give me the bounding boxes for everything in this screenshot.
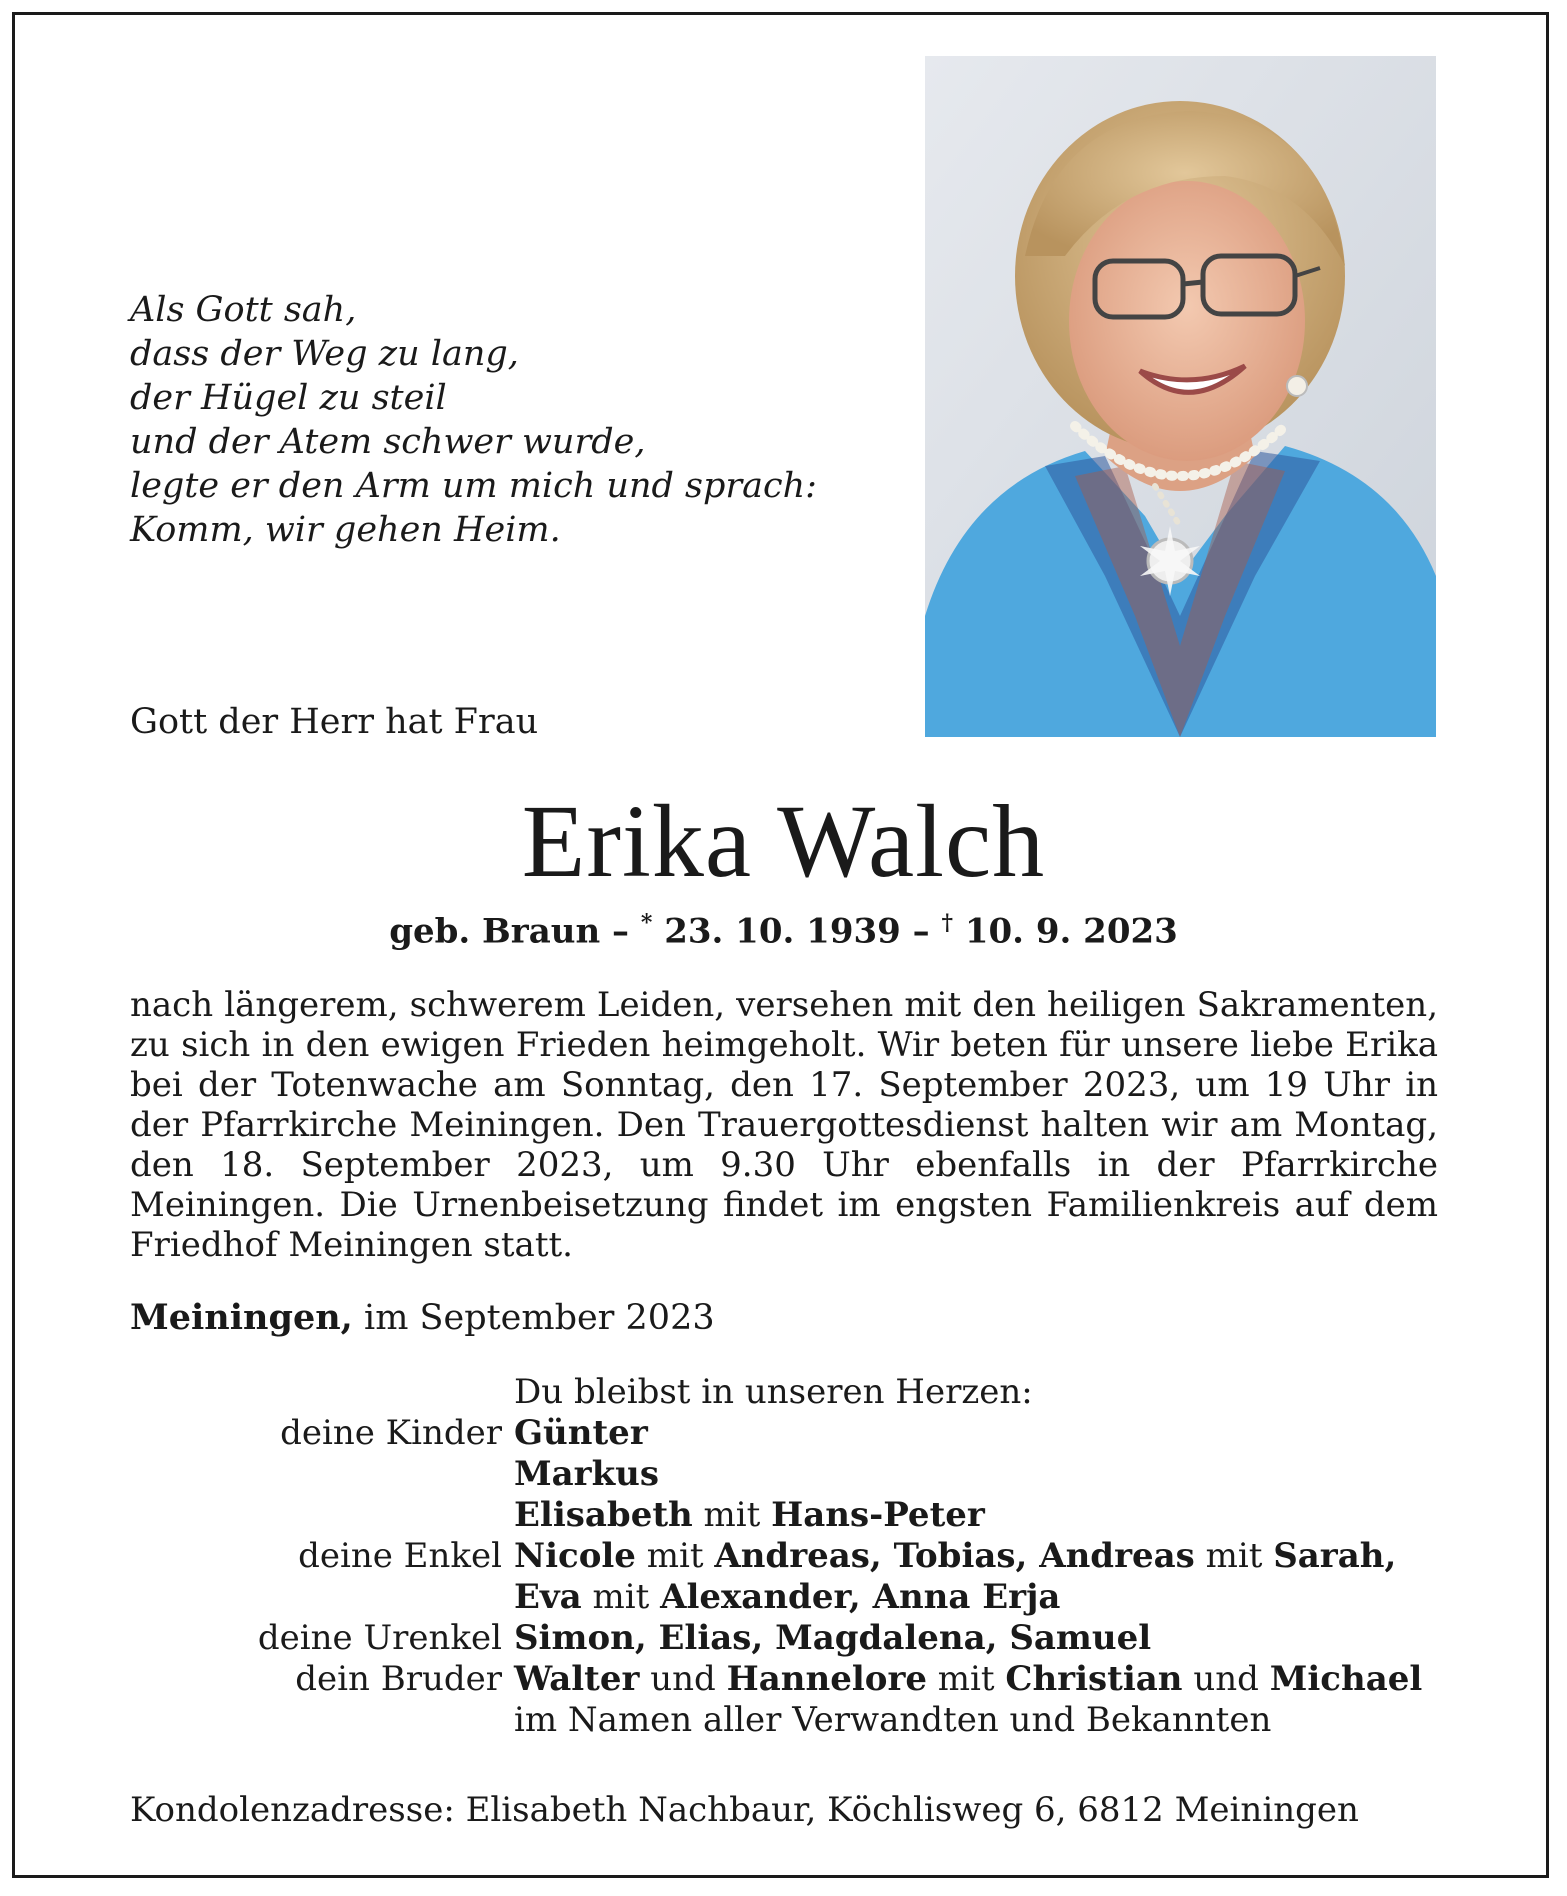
family-row [130, 1454, 1422, 1495]
family-relation [130, 1454, 514, 1495]
family-member-name: Simon, Elias, Magdalena, Samuel [514, 1618, 1152, 1658]
birth-symbol: * [640, 910, 653, 936]
poem-line: Komm, wir gehen Heim. [130, 510, 561, 550]
family-names [514, 1454, 659, 1495]
family-member-name: Sarah, [1273, 1536, 1397, 1576]
family-connector: im Namen aller Verwandten und Bekannten [514, 1700, 1272, 1740]
family-names [514, 1536, 1396, 1577]
family-relation [130, 1577, 514, 1618]
portrait-photo [925, 56, 1436, 737]
poem-line: dass der Weg zu lang, [130, 334, 519, 374]
place-month: im September 2023 [352, 1298, 715, 1338]
family-rows [130, 1413, 1422, 1741]
intro-text: Gott der Herr hat Frau [130, 702, 539, 742]
family-names [514, 1413, 648, 1454]
family-connector: und [1182, 1659, 1270, 1699]
death-date: 10. 9. 2023 [953, 911, 1178, 952]
maiden-name: geb. Braun – [389, 911, 641, 952]
family-connector: und [639, 1659, 727, 1699]
family-connector: mit [581, 1577, 661, 1617]
family-member-name: Alexander, Anna Erja [660, 1577, 1061, 1617]
family-heading-row [130, 1372, 1422, 1413]
family-row [130, 1700, 1422, 1741]
family-connector: mit [1194, 1536, 1274, 1576]
family-names [514, 1659, 1422, 1700]
family-relation: deine Enkel [298, 1536, 502, 1576]
family-list [130, 1372, 1422, 1741]
family-member-name: Michael [1269, 1659, 1423, 1699]
family-relation [130, 1495, 514, 1536]
family-names [514, 1618, 1151, 1659]
place-date [130, 1297, 715, 1338]
family-names [514, 1495, 985, 1536]
family-member-name: Walter [514, 1659, 640, 1699]
life-dates [0, 910, 1567, 951]
family-names [514, 1577, 1060, 1618]
family-connector: mit [927, 1659, 1006, 1699]
death-symbol: † [941, 910, 953, 936]
family-member-name: Andreas, Tobias, Andreas [714, 1536, 1195, 1576]
announcement-text: nach längerem, schwerem Leiden, versehen mit den heiligen Sakramenten, zu sich in den ewigen Frieden heimgeholt. Wir beten für unsere liebe Erika bei der Totenwache am Sonntag, den 17. September 2023, um 19 Uhr in der Pfarrkirche Meiningen. Den Trauergottesdienst halten wir am Montag, den 18. September 2023, um 9.30 Uhr ebenfalls in der Pfarrkirche Meiningen. Die Urnenbeisetzung findet im engsten Familienkreis auf dem Friedhof Meiningen statt. [130, 985, 1438, 1265]
family-member-name: Eva [514, 1577, 582, 1617]
family-row [130, 1577, 1422, 1618]
family-row [130, 1495, 1422, 1536]
family-row [130, 1618, 1422, 1659]
family-relation [130, 1700, 514, 1741]
poem [130, 288, 817, 552]
family-member-name: Nicole [514, 1536, 636, 1576]
family-heading: Du bleibst in unseren Herzen: [514, 1372, 1033, 1412]
family-member-name: Elisabeth [514, 1495, 693, 1535]
poem-line: Als Gott sah, [130, 290, 357, 330]
deceased-name: Erika Walch [521, 784, 1046, 899]
family-connector: mit [692, 1495, 772, 1535]
family-row [130, 1659, 1422, 1700]
family-member-name: Hans-Peter [771, 1495, 985, 1535]
family-names [514, 1700, 1271, 1741]
condolence-address: Kondolenzadresse: Elisabeth Nachbaur, Köchlisweg 6, 6812 Meiningen [130, 1790, 1359, 1830]
family-member-name: Günter [514, 1413, 648, 1453]
family-member-name: Markus [514, 1454, 659, 1494]
family-connector: mit [635, 1536, 715, 1576]
place-city: Meiningen, [130, 1297, 353, 1338]
family-relation: deine Kinder [280, 1413, 502, 1453]
family-relation: deine Urenkel [257, 1618, 502, 1658]
family-row [130, 1536, 1422, 1577]
family-member-name: Hannelore [726, 1659, 927, 1699]
family-row [130, 1413, 1422, 1454]
family-member-name: Christian [1005, 1659, 1183, 1699]
poem-line: legte er den Arm um mich und sprach: [130, 466, 817, 506]
family-relation: dein Bruder [295, 1659, 502, 1699]
poem-line: der Hügel zu steil [130, 378, 447, 418]
birth-date: 23. 10. 1939 – [652, 911, 942, 952]
poem-line: und der Atem schwer wurde, [130, 422, 646, 462]
